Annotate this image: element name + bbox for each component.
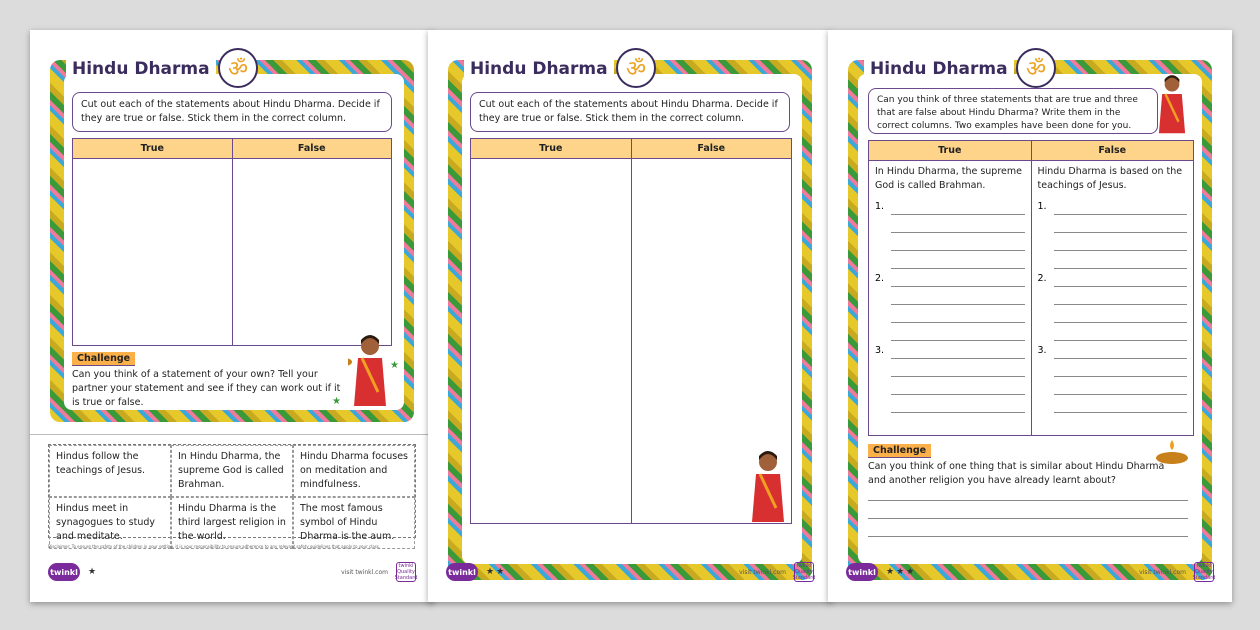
write-line[interactable] <box>891 233 1025 251</box>
write-line[interactable] <box>1054 305 1188 323</box>
write-line[interactable] <box>891 251 1025 269</box>
true-false-table <box>868 140 1194 436</box>
challenge-text: Can you think of one thing that is similar about Hindu Dharma and another religion you have already learnt about? <box>868 461 1165 486</box>
difficulty-stars: ★★ <box>486 567 507 577</box>
write-line[interactable] <box>891 323 1025 341</box>
false-writing-lines <box>1032 197 1194 413</box>
true-header: True <box>471 139 631 159</box>
answer-line[interactable] <box>868 518 1188 519</box>
star-icon: ★ <box>332 396 341 407</box>
true-column <box>869 141 1031 435</box>
line-number: 1. <box>875 201 885 212</box>
disclaimer: Disclaimer: To ensure the safety of the children in your setting, it is your responsibility to ensure adherence to any relevant safety guidelines that apply to your class. <box>48 544 381 549</box>
write-line[interactable] <box>1054 395 1188 413</box>
example-false: Hindu Dharma is based on the teachings of Jesus. <box>1037 166 1183 191</box>
statement-card[interactable]: The most famous symbol of Hindu Dharma is the aum. <box>293 497 415 549</box>
cut-line <box>30 434 434 435</box>
quality-badge-icon: twinkl Quality Standard <box>394 563 418 581</box>
om-icon <box>616 48 656 88</box>
om-icon <box>218 48 258 88</box>
true-writing-lines <box>869 197 1031 413</box>
write-line[interactable] <box>1054 215 1188 233</box>
statement-card[interactable]: Hindu Dharma is the third largest religion in the world. <box>171 497 293 549</box>
write-line[interactable] <box>891 395 1025 413</box>
statement-card[interactable]: Hindus follow the teachings of Jesus. <box>49 445 171 497</box>
write-line[interactable] <box>1054 377 1188 395</box>
footer <box>48 560 416 584</box>
false-header: False <box>632 139 792 159</box>
om-glyph: ॐ <box>227 57 249 82</box>
statement-card[interactable]: In Hindu Dharma, the supreme God is called Brahman. <box>171 445 293 497</box>
visit-link[interactable]: visit twinkl.com <box>739 568 786 576</box>
true-column <box>73 139 232 345</box>
challenge-label: Challenge <box>868 444 931 458</box>
true-header: True <box>869 141 1031 161</box>
instructions: Can you think of three statements that are true and three that are false about Hindu Dharma? Write them in the correct columns. Two examples have been done for you. <box>868 88 1158 134</box>
true-column <box>471 139 631 523</box>
false-header: False <box>1032 141 1194 161</box>
line-number: 1. <box>1037 201 1047 212</box>
twinkl-logo: twinkl <box>846 563 878 581</box>
line-number: 3. <box>875 345 885 356</box>
write-line[interactable] <box>1054 233 1188 251</box>
line-number: 2. <box>875 273 885 284</box>
line-number: 3. <box>1037 345 1047 356</box>
om-icon <box>1016 48 1056 88</box>
girl-illustration-icon <box>1154 72 1190 134</box>
write-line[interactable] <box>891 377 1025 395</box>
write-line[interactable] <box>1054 359 1188 377</box>
statement-card[interactable]: Hindus meet in synagogues to study and meditate. <box>49 497 171 549</box>
false-column <box>1031 141 1194 435</box>
worksheet-2 <box>428 30 832 602</box>
answer-line[interactable] <box>868 536 1188 537</box>
star-icon: ★ <box>390 360 399 371</box>
write-line[interactable] <box>891 359 1025 377</box>
page-title: Hindu Dharma <box>66 54 216 84</box>
example-true: In Hindu Dharma, the supreme God is called Brahman. <box>875 166 1022 191</box>
challenge-text: Can you think of a statement of your own? Tell your partner your statement and see if they can work out if it is true or false. <box>72 369 341 408</box>
true-false-table <box>470 138 792 524</box>
challenge-label: Challenge <box>72 352 135 366</box>
statement-card[interactable]: Hindu Dharma focuses on meditation and mindfulness. <box>293 445 415 497</box>
true-header: True <box>73 139 232 159</box>
write-line[interactable] <box>1054 323 1188 341</box>
twinkl-logo: twinkl <box>48 563 80 581</box>
false-column <box>232 139 392 345</box>
page-title: Hindu Dharma <box>864 54 1014 84</box>
write-line[interactable] <box>1054 251 1188 269</box>
footer <box>446 560 814 584</box>
write-line[interactable] <box>1037 269 1188 287</box>
line-number: 2. <box>1037 273 1047 284</box>
girl-illustration-icon <box>746 448 790 522</box>
write-line[interactable] <box>1054 287 1188 305</box>
true-false-table <box>72 138 392 346</box>
answer-line[interactable] <box>868 500 1188 501</box>
om-glyph: ॐ <box>1025 57 1047 82</box>
write-line[interactable] <box>1037 341 1188 359</box>
quality-badge-icon: twinkl Quality Standard <box>792 563 816 581</box>
write-line[interactable] <box>891 305 1025 323</box>
om-glyph: ॐ <box>625 57 647 82</box>
write-line[interactable] <box>875 269 1025 287</box>
write-line[interactable] <box>891 215 1025 233</box>
twinkl-logo: twinkl <box>446 563 478 581</box>
page-title: Hindu Dharma <box>464 54 614 84</box>
worksheet-1 <box>30 30 434 602</box>
visit-link[interactable]: visit twinkl.com <box>1139 568 1186 576</box>
write-line[interactable] <box>891 287 1025 305</box>
statement-cards <box>48 444 416 542</box>
instructions: Cut out each of the statements about Hindu Dharma. Decide if they are true or false. Stick them in the correct column. <box>72 92 392 132</box>
visit-link[interactable]: visit twinkl.com <box>341 568 388 576</box>
girl-illustration-icon <box>348 332 392 406</box>
write-line[interactable] <box>875 197 1025 215</box>
worksheet-3 <box>828 30 1232 602</box>
difficulty-stars: ★ <box>88 567 99 577</box>
quality-badge-icon: twinkl Quality Standard <box>1192 563 1216 581</box>
false-header: False <box>233 139 392 159</box>
write-line[interactable] <box>1037 197 1188 215</box>
difficulty-stars: ★★★ <box>886 567 917 577</box>
footer <box>846 560 1214 584</box>
instructions: Cut out each of the statements about Hindu Dharma. Decide if they are true or false. Stick them in the correct column. <box>470 92 790 132</box>
write-line[interactable] <box>875 341 1025 359</box>
